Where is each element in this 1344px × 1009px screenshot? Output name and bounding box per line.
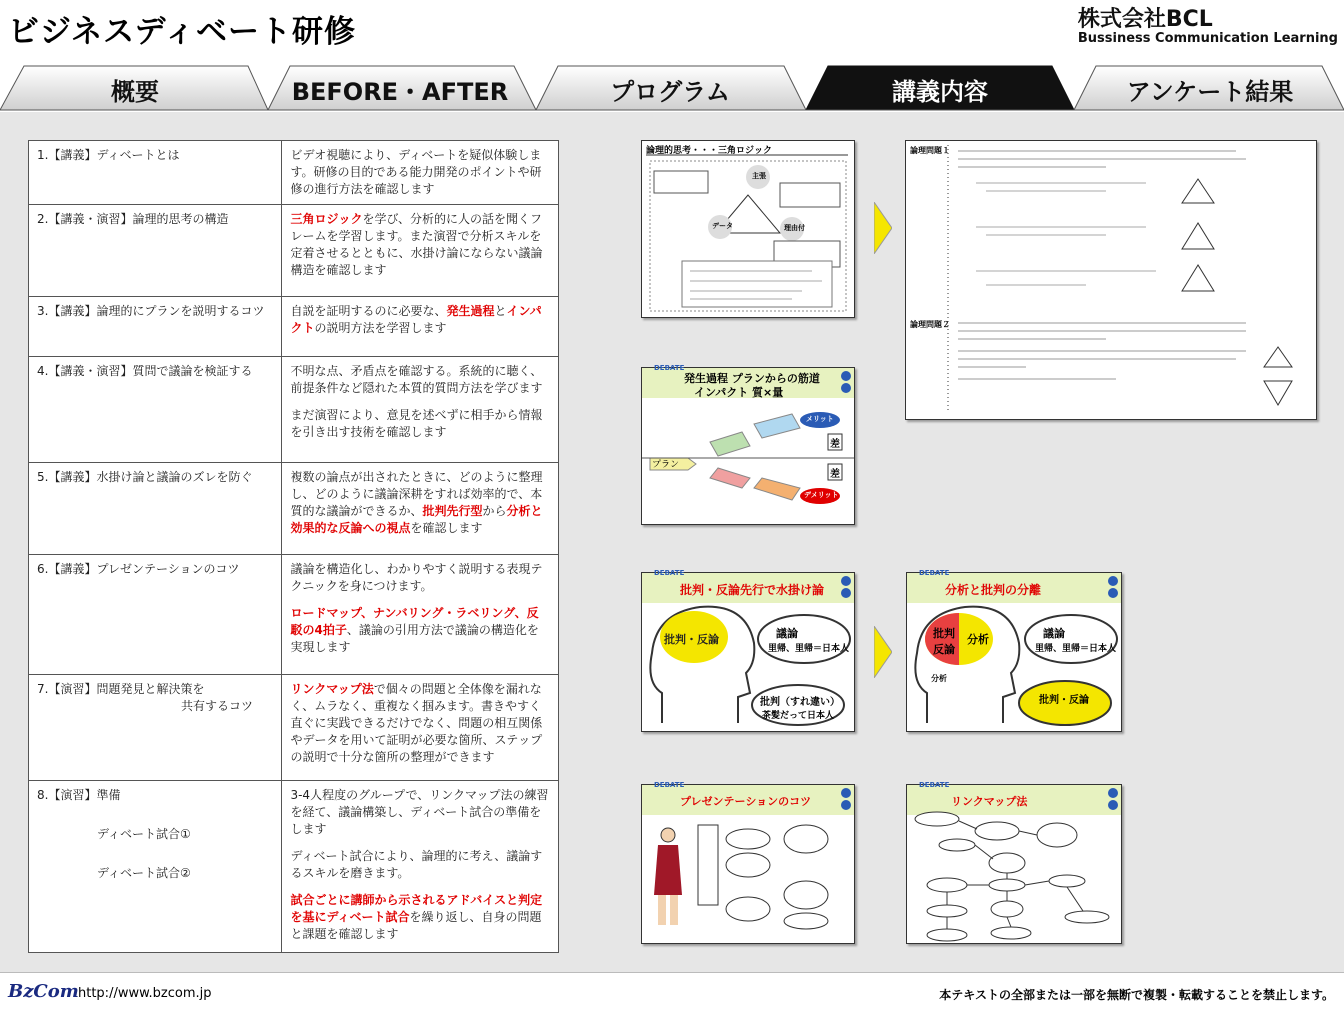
worksheet-q2: 論理問題２ bbox=[910, 320, 950, 329]
slide-title: 発生過程 プランからの筋道 bbox=[684, 372, 820, 385]
description-text: 自説を証明するのに必要な、 bbox=[290, 304, 447, 318]
slide-title: 分析と批判の分離 bbox=[945, 583, 1042, 597]
description-text: と bbox=[494, 304, 507, 318]
lesson-description-cell bbox=[282, 297, 559, 357]
slide-critique-first[interactable] bbox=[641, 569, 855, 732]
lesson-description-cell bbox=[282, 357, 559, 463]
worksheet-q1: 論理問題１ bbox=[910, 146, 950, 155]
lesson-topic: 2.【講義・演習】論理的思考の構造 bbox=[37, 212, 229, 226]
lesson-topic-cell bbox=[29, 781, 282, 953]
header bbox=[0, 0, 1344, 62]
highlight-keyword: 発生過程 bbox=[446, 304, 495, 318]
slide-process-impact[interactable] bbox=[641, 364, 855, 525]
lesson-topic-cell bbox=[29, 141, 282, 205]
label-claim: 主張 bbox=[752, 172, 766, 180]
bzcom-logo: BzCom bbox=[8, 981, 79, 1002]
label-claim-detail: 里帰、里帰＝日本人 bbox=[768, 644, 850, 654]
debate-badge: DEBATE bbox=[919, 569, 950, 577]
description-text: を繰り返し、自身の問題と課題を確認します bbox=[290, 910, 542, 941]
description-text: 、議論の引用方法で議論の構造化を実現します bbox=[290, 623, 539, 654]
brand-name: 株式会社BCL bbox=[1077, 7, 1213, 32]
description-text: から bbox=[482, 504, 507, 518]
table-row bbox=[29, 141, 559, 205]
slide-title: 論理的思考・・・三角ロジック bbox=[646, 146, 773, 156]
lesson-topic: 5.【講義】水掛け論と議論のズレを防ぐ bbox=[37, 470, 253, 484]
slide-subtitle: インパクト 質×量 bbox=[694, 386, 784, 399]
lesson-topic-continued: 共有するコツ bbox=[181, 699, 254, 713]
label-warrant: 理由付 bbox=[784, 224, 805, 232]
lesson-table bbox=[28, 140, 559, 953]
tab-before-after[interactable]: BEFORE・AFTER bbox=[291, 78, 509, 106]
slide-presentation-tips[interactable] bbox=[641, 781, 855, 944]
lesson-description-cell bbox=[282, 141, 559, 205]
slide-analysis-critique[interactable] bbox=[906, 569, 1122, 732]
lesson-subtopic: ディベート試合① bbox=[97, 827, 191, 841]
highlight-keyword: 試合ごとに講師から示されるアドバイスと判定を基にディベート試合 bbox=[290, 893, 543, 924]
next-arrow-icon bbox=[874, 626, 892, 678]
label-diff-2: 差 bbox=[830, 469, 840, 480]
table-row bbox=[29, 675, 559, 781]
description-text: 3-4人程度のグループで、リンクマップ法の練習を経て、議論構築し、ディベート試合の準備をします bbox=[290, 788, 549, 836]
slide-link-map[interactable] bbox=[906, 781, 1122, 944]
tab-lecture[interactable]: 講義内容 bbox=[892, 78, 988, 106]
label-analysis: 分析 bbox=[967, 633, 989, 646]
page-title: ビジネスディベート研修 bbox=[8, 14, 356, 50]
table-row bbox=[29, 205, 559, 297]
triangle-diagram bbox=[642, 141, 854, 317]
label-rebut: 反論 bbox=[933, 643, 955, 656]
slide-triangle-logic[interactable] bbox=[641, 140, 855, 318]
highlight-keyword: ロードマップ、ナンバリング・ラベリング、反駁の4拍子 bbox=[290, 606, 539, 637]
paragraph-gap bbox=[290, 595, 550, 605]
slide-title: プレゼンテーションのコツ bbox=[680, 795, 812, 808]
description-text: まだ演習により、意見を述べずに相手から情報を引き出す技術を確認します bbox=[290, 408, 543, 439]
description-text: 議論を構造化し、わかりやすく説明する表現テクニックを身につけます。 bbox=[290, 562, 543, 593]
slide-title: 批判・反論先行で水掛け論 bbox=[680, 583, 825, 597]
lesson-topic-cell bbox=[29, 555, 282, 675]
lesson-description-cell bbox=[282, 555, 559, 675]
lesson-description-cell bbox=[282, 675, 559, 781]
lesson-topic: 8.【演習】準備 bbox=[37, 788, 121, 802]
table-row bbox=[29, 297, 559, 357]
description-text: 不明な点、矛盾点を確認する。系統的に聴く、前提条件など隠れた本質的質問方法を学びます bbox=[290, 364, 543, 395]
label-head-critique: 批判・反論 bbox=[664, 633, 719, 646]
label-diff-1: 差 bbox=[830, 439, 840, 450]
footer bbox=[0, 972, 1344, 1009]
label-critique: 批判（すれ違い） bbox=[760, 697, 840, 708]
copyright-notice: 本テキストの全部または一部を無断で複製・転載することを禁止します。 bbox=[939, 988, 1334, 1002]
main-content bbox=[0, 112, 1344, 972]
lesson-topic: 4.【講義・演習】質問で議論を検証する bbox=[37, 364, 253, 378]
description-text: の説明方法を学習します bbox=[314, 321, 447, 335]
label-side-critique: 批判・反論 bbox=[1039, 695, 1089, 706]
label-claim-detail: 里帰、里帰＝日本人 bbox=[1035, 644, 1117, 654]
paragraph-gap bbox=[290, 397, 550, 407]
next-arrow-icon bbox=[874, 202, 892, 254]
tab-bar bbox=[0, 62, 1344, 112]
table-row bbox=[29, 463, 559, 555]
highlight-keyword: 分析と効果的な反論への視点 bbox=[290, 504, 543, 535]
paragraph-gap bbox=[290, 838, 550, 848]
tab-overview[interactable]: 概要 bbox=[111, 78, 159, 106]
label-critique-detail: 茶髪だって日本人 bbox=[762, 711, 835, 721]
description-text: で個々の問題と全体像を漏れなく、ムラなく、重複なく掴みます。書きやすく直ぐに実践できるだけでなく、問題の相互関係やデータを用いて証明が必要な箇所、ステップの説明で十分な箇所の整理ができます bbox=[290, 682, 543, 764]
highlight-keyword: リンクマップ法 bbox=[290, 682, 374, 696]
description-text: ディベート試合により、論理的に考え、議論するスキルを磨きます。 bbox=[290, 849, 543, 880]
tab-survey[interactable]: アンケート結果 bbox=[1126, 78, 1294, 106]
lesson-subtopic: ディベート試合② bbox=[97, 866, 191, 880]
description-text: 複数の論点が出されたときに、どのように整理し、どのように議論深耕をすれば効率的で、本質的な議論ができるか、 bbox=[290, 470, 543, 518]
label-claim: 議論 bbox=[776, 627, 798, 640]
lesson-topic-cell bbox=[29, 357, 282, 463]
table-row bbox=[29, 555, 559, 675]
slide-title: リンクマップ法 bbox=[951, 795, 1028, 808]
debate-badge: DEBATE bbox=[919, 781, 950, 789]
paragraph-gap bbox=[290, 882, 550, 892]
label-demerit: デメリット bbox=[804, 491, 839, 499]
label-claim: 議論 bbox=[1043, 627, 1065, 640]
lesson-topic-cell bbox=[29, 297, 282, 357]
table-row bbox=[29, 357, 559, 463]
lesson-topic: 3.【講義】論理的にプランを説明するコツ bbox=[37, 304, 265, 318]
highlight-keyword: 批判先行型 bbox=[422, 504, 483, 518]
table-row bbox=[29, 781, 559, 953]
lesson-description-cell bbox=[282, 781, 559, 953]
lesson-topic-cell bbox=[29, 463, 282, 555]
debate-badge: DEBATE bbox=[654, 569, 685, 577]
brand-subtitle: Bussiness Communication Learning bbox=[1077, 31, 1338, 46]
label-plan: プラン bbox=[652, 460, 680, 470]
label-critique: 批判 bbox=[933, 627, 955, 640]
tab-program[interactable]: プログラム bbox=[610, 78, 730, 106]
highlight-keyword: 三角ロジック bbox=[290, 212, 363, 226]
debate-badge: DEBATE bbox=[654, 781, 685, 789]
debate-badge: DEBATE bbox=[654, 364, 685, 372]
description-text: ビデオ視聴により、ディベートを疑似体験します。研修の目的である能力開発のポイントや研修の進行方法を確認します bbox=[290, 148, 542, 196]
description-text: を学び、分析的に人の話を聞くフレームを学習します。また演習で分析スキルを定着させるとともに、水掛け論にならない議論構造を確認します bbox=[290, 212, 543, 277]
description-text: を確認します bbox=[410, 521, 483, 535]
label-data: データ bbox=[712, 222, 733, 230]
highlight-keyword: インパクト bbox=[290, 304, 542, 335]
lesson-description-cell bbox=[282, 205, 559, 297]
lesson-topic: 7.【演習】問題発見と解決策を bbox=[37, 682, 205, 696]
lesson-topic: 6.【講義】プレゼンテーションのコツ bbox=[37, 562, 240, 576]
lesson-description-cell bbox=[282, 463, 559, 555]
label-merit: メリット bbox=[806, 415, 834, 423]
label-analysis-detail: 分析 bbox=[931, 674, 947, 683]
lesson-topic-cell bbox=[29, 205, 282, 297]
lesson-topic-cell bbox=[29, 675, 282, 781]
brand-logo bbox=[1078, 8, 1338, 46]
worksheet-diagram bbox=[906, 141, 1316, 419]
lesson-topic: 1.【講義】ディベートとは bbox=[37, 148, 180, 162]
site-url-link[interactable]: http://www.bzcom.jp bbox=[78, 986, 212, 1001]
slide-worksheet[interactable] bbox=[905, 140, 1317, 420]
